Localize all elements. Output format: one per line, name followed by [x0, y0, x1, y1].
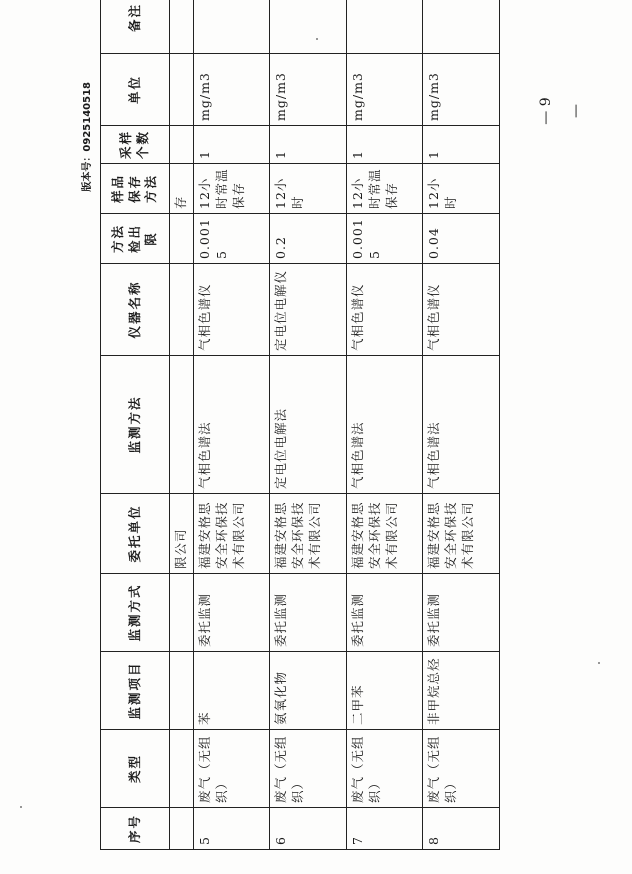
table-header-row: [101, 0, 170, 850]
table-cell: 福建安格思安全环保技术有限公司: [270, 494, 347, 574]
header-cell: 仪器名称: [101, 264, 170, 356]
table-cell: 非甲烷总烃: [423, 652, 500, 730]
table-cell: [170, 356, 194, 494]
table-cell: 12小时常温保存: [346, 164, 423, 214]
rotated-table-frame: [80, 3, 500, 850]
page-number: — 9 —: [538, 97, 584, 125]
header-cell: 样品保存方法: [101, 164, 170, 214]
table-cell: 氨氧化物: [270, 652, 347, 730]
table-cell: 气相色谱法: [346, 356, 423, 494]
table-cell: [170, 808, 194, 850]
table-cell: 1: [423, 126, 500, 164]
table-row: [193, 0, 270, 850]
header-cell: 委托单位: [101, 494, 170, 574]
table-row: [423, 0, 500, 850]
table-cell: 气相色谱法: [423, 356, 500, 494]
table-cell: [170, 0, 194, 54]
table-cell: [170, 730, 194, 808]
header-cell: 序号: [101, 808, 170, 850]
table-cell: 福建安格思安全环保技术有限公司: [423, 494, 500, 574]
table-row: [270, 0, 347, 850]
table-cell: mg/m3: [270, 54, 347, 126]
table-cell: 0.2: [270, 214, 347, 264]
table-cell: 0.0015: [346, 214, 423, 264]
table-cell: 苯: [193, 652, 270, 730]
table-cell: 气相色谱仪: [346, 264, 423, 356]
table-cell: 6: [270, 808, 347, 850]
table-cell: 福建安格思安全环保技术有限公司: [193, 494, 270, 574]
header-cell: 采样个数: [101, 126, 170, 164]
table-cell: [270, 0, 347, 54]
table-cell: [423, 0, 500, 54]
table-cell: 1: [193, 126, 270, 164]
scan-speck: [598, 662, 600, 664]
table-cell: [170, 652, 194, 730]
header-cell: 方法检出限: [101, 214, 170, 264]
table-cell: 气相色谱仪: [423, 264, 500, 356]
table-cell: 7: [346, 808, 423, 850]
table-cell: 0.04: [423, 214, 500, 264]
table-cell: 1: [270, 126, 347, 164]
table-cell: 定电位电解仪: [270, 264, 347, 356]
table-cell: 5: [193, 808, 270, 850]
table-cell: mg/m3: [346, 54, 423, 126]
table-cell: [170, 54, 194, 126]
table-cell: 委托监测: [193, 574, 270, 652]
table-cell: 12小时常温保存: [193, 164, 270, 214]
header-cell: 类型: [101, 730, 170, 808]
table-cell: mg/m3: [193, 54, 270, 126]
header-cell: 单位: [101, 54, 170, 126]
table-row: [346, 0, 423, 850]
header-cell: 备注: [101, 0, 170, 54]
table-cell: 废气（无组织）: [346, 730, 423, 808]
table-cell: [170, 264, 194, 356]
table-cell: [170, 126, 194, 164]
table-cell: 二甲苯: [346, 652, 423, 730]
table-cell: 委托监测: [270, 574, 347, 652]
monitoring-table: [100, 0, 500, 850]
table-cell: 12小时: [270, 164, 347, 214]
carry-over-row: [170, 0, 194, 850]
table-cell: 委托监测: [423, 574, 500, 652]
table-cell: 0.0015: [193, 214, 270, 264]
table-cell: [346, 0, 423, 54]
header-cell: 监测方法: [101, 356, 170, 494]
table-cell: [193, 0, 270, 54]
table-cell: 定电位电解法: [270, 356, 347, 494]
table-cell: 气相色谱法: [193, 356, 270, 494]
table-cell: 废气（无组织）: [193, 730, 270, 808]
header-cell: 监测项目: [101, 652, 170, 730]
table-cell: [170, 214, 194, 264]
table-cell: mg/m3: [423, 54, 500, 126]
table-cell: 委托监测: [346, 574, 423, 652]
table-cell: [170, 574, 194, 652]
table-cell: 福建安格思安全环保技术有限公司: [346, 494, 423, 574]
table-cell: 8: [423, 808, 500, 850]
header-cell: 监测方式: [101, 574, 170, 652]
table-cell: 1: [346, 126, 423, 164]
table-cell: 废气（无组织）: [423, 730, 500, 808]
scan-speck: [20, 806, 22, 808]
scan-speck: [316, 38, 318, 40]
version-number: 版本号：0925140518: [82, 82, 93, 192]
table-cell: 12小时: [423, 164, 500, 214]
table-cell: 限公司: [170, 494, 194, 574]
table-cell: 废气（无组织）: [270, 730, 347, 808]
table-cell: 存: [170, 164, 194, 214]
table-cell: 气相色谱仪: [193, 264, 270, 356]
